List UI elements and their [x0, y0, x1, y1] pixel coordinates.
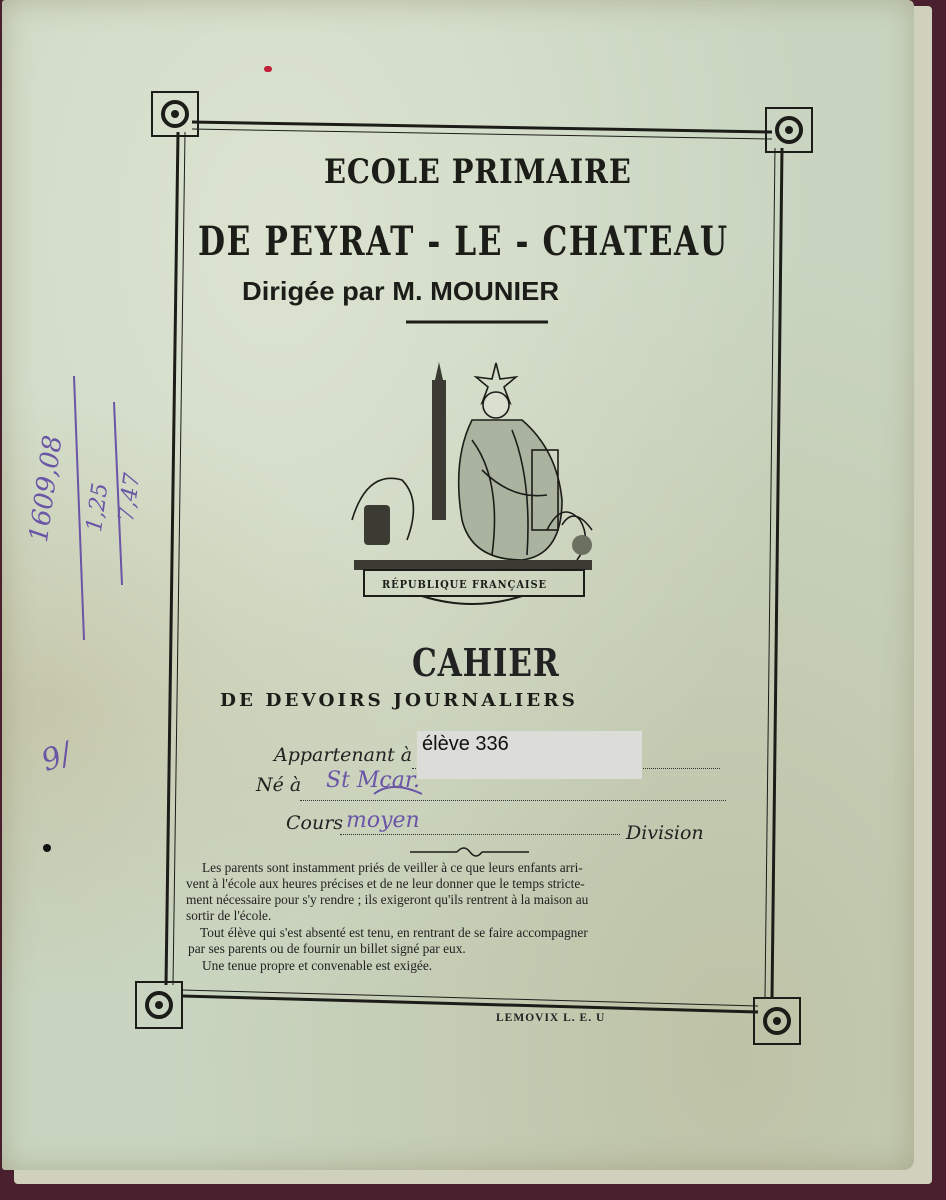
handwriting-strokes	[74, 376, 422, 794]
printer-mark: LEMOVIX L. E. U	[496, 1012, 606, 1024]
margin-note: 1609,08	[24, 433, 69, 545]
owner-value: élève 336	[422, 733, 509, 755]
black-ink-spot	[43, 844, 51, 852]
margin-note: 1,25	[82, 481, 114, 534]
notice-divider	[410, 848, 529, 856]
notice-line: par ses parents ou de fournir un billet signé par eux.	[188, 941, 466, 956]
notice-line: vent à l'école aux heures précises et de ne leur donner que le temps stricte-	[186, 876, 585, 891]
course-line	[340, 834, 620, 835]
notice-line: ment nécessaire pour s'y rendre ; ils exigeront qu'ils rentrent à la maison au	[186, 892, 589, 907]
school-title: ECOLE PRIMAIRE	[324, 152, 632, 192]
notebook-title: CAHIER	[412, 640, 560, 685]
emblem-caption: RÉPUBLIQUE FRANÇAISE	[382, 578, 547, 591]
republic-emblem	[352, 362, 592, 604]
notice-line: Tout élève qui s'est absenté est tenu, en rentrant de se faire accompagner	[200, 925, 588, 940]
course-label: Cours	[286, 812, 344, 834]
school-town: DE PEYRAT - LE - CHATEAU	[198, 218, 729, 265]
birthplace-line	[300, 800, 726, 801]
notice-line: Les parents sont instamment priés de veiller à ce que leurs enfants arri-	[202, 860, 583, 875]
corner-ornament-top-left	[152, 92, 198, 136]
notice-line: Une tenue propre et convenable est exigée.	[202, 958, 433, 973]
corner-ornament-bottom-left	[136, 982, 182, 1028]
corner-ornament-top-right	[766, 108, 812, 152]
course-value: moyen	[346, 808, 420, 833]
school-director: Dirigée par M. MOUNIER	[242, 276, 560, 306]
division-label: Division	[626, 822, 704, 844]
margin-note: 9/	[36, 736, 77, 779]
margin-note: 7,47	[114, 471, 146, 524]
red-ink-spot	[264, 66, 272, 72]
owner-label: Appartenant à	[274, 744, 413, 766]
notebook-cover	[2, 0, 914, 1170]
birthplace-value: St Mcar.	[326, 768, 420, 793]
corner-ornament-bottom-right	[754, 998, 800, 1044]
notice-line: sortir de l'école.	[186, 908, 272, 923]
notebook-subtitle: DE DEVOIRS JOURNALIERS	[220, 690, 578, 711]
birthplace-label: Né à	[256, 774, 302, 796]
